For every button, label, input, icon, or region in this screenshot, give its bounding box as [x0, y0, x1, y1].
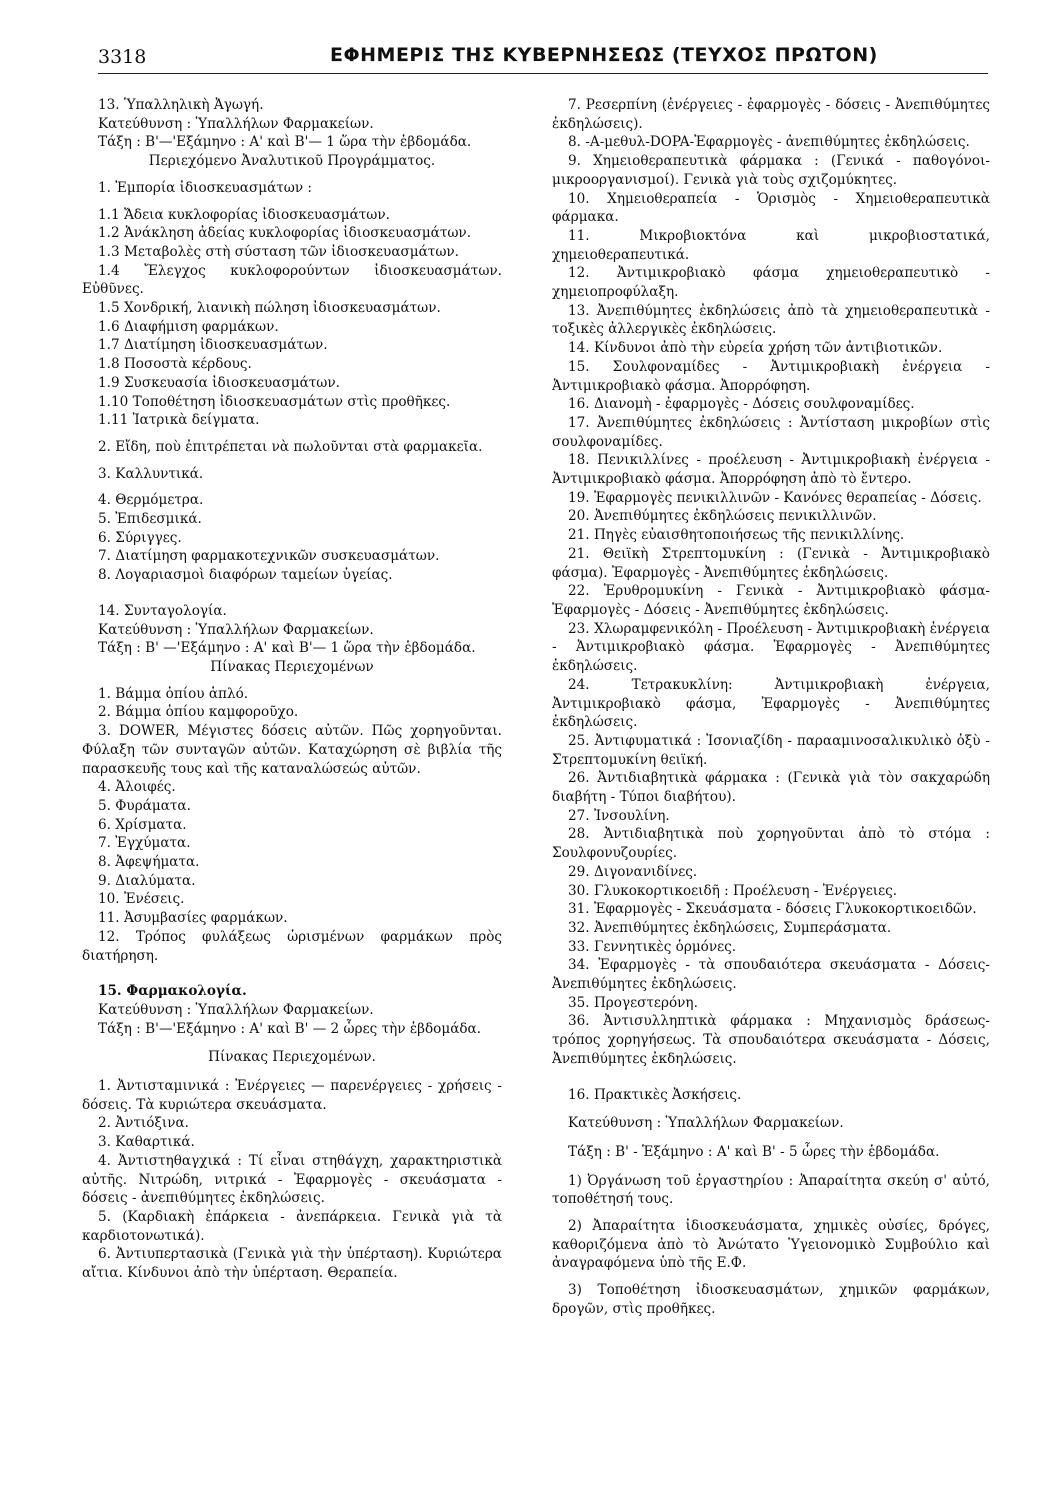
list-item: 8. Ἀφεψήματα. — [98, 854, 200, 871]
list-item: 32. Ἀνεπιθύμητες ἐκδηλώσεις, Συμπεράσματα. — [568, 919, 892, 936]
list-item: 4. Ἀλοιφές. — [98, 779, 176, 796]
list-item: 25. Ἀντιφυματικά : Ἰσονιαζίδη - παρααμινοσαλικυλικὸ ὀξὺ - Στρεπτομυκίνη θειϊκή. — [552, 732, 990, 768]
page-number: 3318 — [98, 46, 147, 68]
section-13-items — [82, 179, 502, 585]
list-item: 6. Σύριγγες. — [98, 529, 182, 546]
list-item: 1.5 Χονδρική, λιανικὴ πώληση ἰδιοσκευασμάτων. — [98, 300, 441, 317]
list-item: 7. Ἐγχύματα. — [98, 835, 191, 852]
list-item: 1.11 Ἰατρικὰ δείγματα. — [98, 412, 260, 429]
list-item: 2. Βάμμα ὀπίου καμφοροῦχο. — [98, 704, 299, 721]
list-item: 2. Ἀντιόξινα. — [98, 1115, 189, 1132]
section-14-items — [82, 685, 502, 966]
list-item: 1. Βάμμα ὀπίου ἁπλό. — [98, 685, 249, 702]
list-item: 29. Διγονανιδίνες. — [568, 863, 698, 880]
list-item: 1.4 Ἔλεγχος κυκλοφορούντων ἰδιοσκευασμάτων. Εὐθῦνες. — [82, 262, 502, 298]
list-item: 21. Θειϊκὴ Στρεπτομυκίνη : (Γενικὰ - Ἀντιμικροβιακὸ φάσμα). Ἐφαρμογὲς - Ἀνεπιθύμητες ἐκδηλώσεις. — [552, 545, 990, 581]
list-item: 12. Τρόπος φυλάξεως ὡρισμένων φαρμάκων πρὸς διατήρηση. — [82, 928, 502, 964]
list-item: 13. Ἀνεπιθύμητες ἐκδηλώσεις ἀπὸ τὰ χημειοθεραπευτικὰ - τοξικὲς ἀλλεργικὲς ἐκδηλώσεις. — [552, 302, 990, 338]
list-item: 4. Θερμόμετρα. — [98, 492, 204, 509]
list-item: 23. Χλωραμφενικόλη - Προέλευση - Ἀντιμικροβιακὴ ἐνέργεια - Ἀντιμικροβιακὸ φάσμα. Ἐφαρμογὲς - Ἀνεπιθύμητες ἐκδηλώσεις. — [552, 620, 990, 675]
list-item: 5. Φυράματα. — [98, 797, 191, 814]
section-15-items — [82, 1077, 502, 1283]
list-item: 1.2 Ἀνάκληση ἀδείας κυκλοφορίας ἰδιοσκευασμάτων. — [98, 225, 472, 242]
list-item: 36. Ἀντισυλληπτικὰ φάρμακα : Μηχανισμὸς δράσεως-τρόπος χορηγήσεως. Τὰ σπουδαιότερα σκευάσματα - Δόσεις, Ἀνεπιθύμητες ἐκδηλώσεις. — [552, 1013, 990, 1067]
header-rule — [98, 73, 988, 74]
section-15-items-continued — [552, 96, 990, 1069]
list-item: 14. Κίνδυνοι ἀπὸ τὴν εὐρεία χρήση τῶν ἀντιβιοτικῶν. — [568, 340, 943, 357]
section-14-class: Τάξη : Β' —'Εξάμηνο : Α' καὶ Β'— 1 ὥρα τὴν ἑβδομάδα. — [98, 640, 476, 657]
section-16-title: 16. Πρακτικὲς Ἀσκήσεις. — [568, 1086, 742, 1103]
section-15-direction: Κατεύθυνση : Ὑπαλλήλων Φαρμακείων. — [98, 1001, 374, 1018]
list-item: 8. -Α-μεθυλ-DOPA-Ἐφαρμογὲς - ἀνεπιθύμητες ἐκδηλώσεις. — [568, 134, 970, 151]
section-14-direction: Κατεύθυνση : Ὑπαλλήλων Φαρμακείων. — [98, 621, 374, 638]
list-item: 1) Ὀργάνωση τοῦ ἐργαστηρίου : Ἀπαραίτητα σκεύη σ' αὐτό, τοποθέτησή τους. — [552, 1172, 990, 1208]
list-item: 3. DOWER, Μέγιστες δόσεις αὐτῶν. Πῶς χορηγοῦνται. Φύλαξη τῶν συνταγῶν αὐτῶν. Καταχώρηση σὲ βιβλία τῆς παρασκευῆς τους καὶ τῆς καταναλώσεώς αὐτῶν. — [82, 723, 502, 777]
list-item: 6. Χρίσματα. — [98, 816, 187, 833]
list-item: 18. Πενικιλλίνες - προέλευση - Ἀντιμικροβιακὴ ἐνέργεια - Ἀντιμικροβιακὸ φάσμα. Ἀπορρόφηση ἀπὸ τὸ ἔντερο. — [552, 452, 990, 488]
list-item: 19. Ἐφαρμογὲς πενικιλλινῶν - Κανόνες θεραπείας - Δόσεις. — [568, 489, 982, 506]
list-item: 3. Καθαρτικά. — [98, 1134, 195, 1151]
list-item: 1.1 Ἄδεια κυκλοφορίας ἰδιοσκευασμάτων. — [98, 206, 390, 223]
list-item: 1.6 Διαφήμιση φαρμάκων. — [98, 318, 279, 335]
page-header-title: ΕΦΗΜΕΡΙΣ ΤΗΣ ΚΥΒΕΡΝΗΣΕΩΣ (ΤΕΥΧΟΣ ΠΡΩΤΟΝ) — [330, 44, 878, 66]
list-item: 30. Γλυκοκορτικοειδῆ : Προέλευση - Ἐνέργειες. — [568, 882, 898, 899]
list-item: 1.9 Συσκευασία ἰδιοσκευασμάτων. — [98, 374, 340, 391]
list-item: 10. Ἐνέσεις. — [98, 891, 185, 908]
list-item: 7. Ρεσερπίνη (ἐνέργειες - ἐφαρμογὲς - δόσεις - Ἀνεπιθύμητες ἐκδηλώσεις). — [552, 97, 990, 132]
list-item: 1. Ἀντισταμινικά : Ἐνέργειες — παρενέργειες - χρήσεις - δόσεις. Τὰ κυριώτερα σκευάσματα. — [82, 1078, 502, 1113]
list-item: 26. Ἀντιδιαβητικὰ φάρμακα : (Γενικὰ γιὰ τὸν σακχαρώδη διαβήτη - Τύποι διαβήτου). — [552, 770, 990, 806]
list-item: 24. Τετρακυκλίνη: Ἀντιμικροβιακὴ ἐνέργεια, Ἀντιμικροβιακὸ φάσμα, Ἐφαρμογὲς - Ἀνεπιθύμητες ἐκδηλώσεις. — [552, 676, 990, 731]
list-item: 6. Ἀντιυπερτασικὰ (Γενικὰ γιὰ τὴν ὑπέρταση). Κυριώτερα αἴτια. Κίνδυνοι ἀπὸ τὴν ὑπέρταση. Θεραπεία. — [82, 1246, 502, 1282]
section-16-items — [552, 1172, 990, 1319]
section-14-title: 14. Συνταγολογία. — [98, 602, 227, 619]
section-15-contents-heading: Πίνακας Περιεχομένων. — [208, 1049, 376, 1066]
list-item: 35. Προγεστερόνη. — [568, 994, 698, 1011]
list-item: 1.3 Μεταβολὲς στὴ σύσταση τῶν ἰδιοσκευασμάτων. — [98, 243, 459, 260]
list-item: 8. Λογαριασμοὶ διαφόρων ταμείων ὑγείας. — [98, 567, 393, 584]
list-item: 31. Ἐφαρμογὲς - Σκευάσματα - δόσεις Γλυκοκορτικοειδῶν. — [568, 901, 977, 918]
list-item: 17. Ἀνεπιθύμητες ἐκδηλώσεις : Ἀντίσταση μικροβίων στὶς σουλφοναμίδες. — [552, 414, 990, 450]
list-item: 15. Σουλφοναμίδες - Ἀντιμικροβιακὴ ἐνέργεια - Ἀντιμικροβιακὸ φάσμα. Ἀπορρόφηση. — [552, 358, 990, 394]
list-item: 27. Ἰνσουλίνη. — [568, 807, 670, 824]
list-item: 11. Μικροβιοκτόνα καὶ μικροβιοστατικά, χημειοθεραπευτικά. — [552, 227, 990, 263]
list-item: 34. Ἐφαρμογὲς - τὰ σπουδαιότερα σκευάσματα - Δόσεις-Ἀνεπιθύμητες ἐκδηλώσεις. — [552, 957, 990, 993]
list-item: 12. Ἀντιμικροβιακὸ φάσμα χημειοθεραπευτικὸ - χημειοπροφύλαξη. — [552, 265, 990, 301]
section-14-contents-heading: Πίνακας Περιεχομένων — [210, 658, 374, 675]
section-13-contents-heading: Περιεχόμενο Ἀναλυτικοῦ Προγράμματος. — [148, 153, 436, 170]
section-13-class: Τάξη : Β'—'Εξάμηνο : Α' καὶ Β'— 1 ὥρα τὴν ἑβδομάδα. — [98, 134, 472, 151]
list-item: 2) Ἀπαραίτητα ἰδιοσκευάσματα, χημικὲς οὐσίες, δρόγες, καθοριζόμενα ἀπὸ τὸ Ἀνώτατο Ὑγειονομικὸ Συμβούλιο καὶ ἀναγραφόμενα ὑπὸ τῆς Ε.Φ. — [552, 1218, 990, 1272]
list-item: 9. Χημειοθεραπευτικὰ φάρμακα : (Γενικά - παθογόνοι-μικροοργανισμοί). Γενικὰ γιὰ τοὺς σχιζομύκητες. — [552, 153, 990, 188]
list-item: 9. Διαλύματα. — [98, 872, 196, 889]
section-15-title: 15. Φαρμακολογία. — [98, 983, 247, 1000]
list-item: 16. Διανομὴ - ἐφαρμογὲς - Δόσεις σουλφοναμίδες. — [568, 396, 915, 413]
list-item: 1. Ἐμπορία ἰδιοσκευασμάτων : — [98, 179, 313, 196]
section-16-direction: Κατεύθυνση : Ὑπαλλήλων Φαρμακείων. — [568, 1115, 844, 1132]
section-13-direction: Κατεύθυνση : Ὑπαλλήλων Φαρμακείων. — [98, 115, 374, 132]
left-column — [82, 96, 502, 1283]
list-item: 11. Ἀσυμβασίες φαρμάκων. — [98, 910, 288, 927]
list-item: 33. Γεννητικὲς ὁρμόνες. — [568, 938, 737, 955]
list-item: 10. Χημειοθεραπεία - Ὁρισμὸς - Χημειοθεραπευτικὰ φάρμακα. — [552, 190, 990, 226]
list-item: 1.7 Διατίμηση ἰδιοσκευασμάτων. — [98, 337, 328, 354]
list-item: 21. Πηγὲς εὐαισθητοποιήσεως τῆς πενικιλλίνης. — [568, 527, 905, 544]
section-16-class: Τάξη : Β' - Ἑξάμηνο : Α' καὶ Β' - 5 ὧρες τὴν ἑβδομάδα. — [568, 1143, 940, 1160]
list-item: 1.8 Ποσοστὰ κέρδους. — [98, 356, 252, 373]
list-item: 20. Ἀνεπιθύμητες ἐκδηλώσεις πενικιλλινῶν. — [568, 508, 877, 525]
list-item: 3) Τοποθέτηση ἰδιοσκευασμάτων, χημικῶν φαρμάκων, δρογῶν, στὶς προθῆκες. — [552, 1282, 990, 1317]
list-item: 4. Ἀντιστηθαγχικά : Τί εἶναι στηθάγχη, χαρακτηριστικὰ αὐτῆς. Νιτρώδη, νιτρικά - Ἐφαρμογὲς - σκευάσματα - δόσεις - ἀνεπιθύμητες ἐκδηλώσεις. — [82, 1152, 502, 1207]
list-item: 5. (Καρδιακὴ ἐπάρκεια - ἀνεπάρκεια. Γενικὰ γιὰ τὰ καρδιοτονωτικά). — [82, 1208, 502, 1244]
section-15-class: Τάξη : Β'—'Εξάμηνο : Α' καὶ Β' — 2 ὧρες τὴν ἑβδομάδα. — [98, 1020, 482, 1037]
list-item: 2. Εἴδη, ποὺ ἐπιτρέπεται νὰ πωλοῦνται στὰ φαρμακεῖα. — [98, 438, 483, 455]
list-item: 7. Διατίμηση φαρμακοτεχνικῶν συσκευασμάτων. — [98, 548, 440, 565]
right-column — [552, 96, 990, 1319]
list-item: 1.10 Τοποθέτηση ἰδιοσκευασμάτων στὶς προθῆκες. — [98, 393, 451, 410]
list-item: 22. Ἐρυθρομυκίνη - Γενικὰ - Ἀντιμικροβιακὸ φάσμα-Ἐφαρμογὲς - Δόσεις - Ἀνεπιθύμητες ἐκδηλώσεις. — [552, 583, 990, 618]
list-item: 3. Καλλυντικά. — [98, 465, 204, 482]
section-13-title: 13. Ὑπαλληλικὴ Ἀγωγή. — [98, 97, 264, 113]
list-item: 5. Ἐπιδεσμικά. — [98, 511, 202, 528]
list-item: 28. Ἀντιδιαβητικὰ ποὺ χορηγοῦνται ἀπὸ τὸ στόμα : Σουλφονυζουρίες. — [552, 826, 990, 862]
